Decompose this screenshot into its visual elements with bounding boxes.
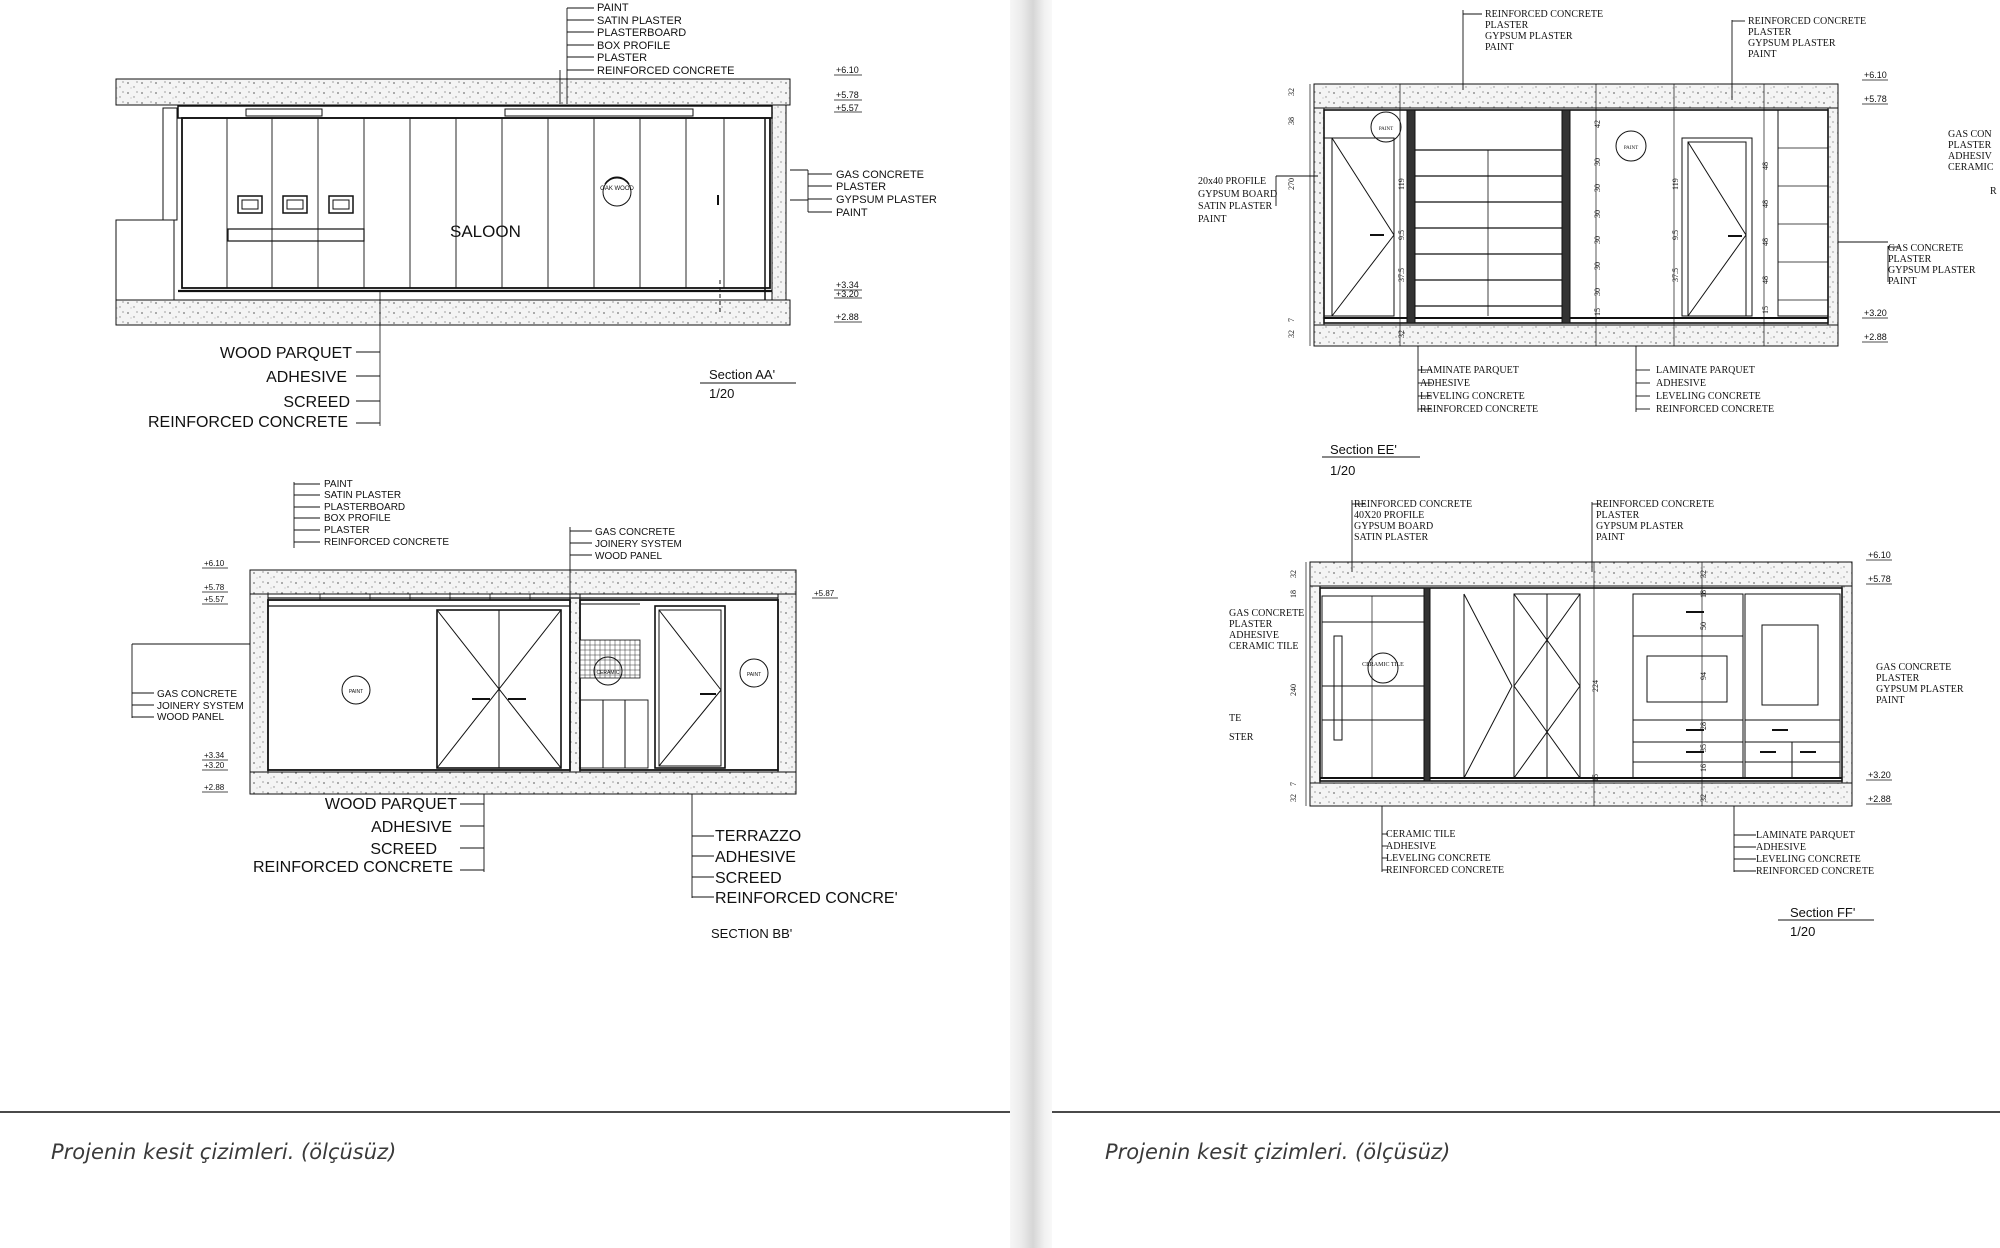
- ee-left-note: SATIN PLASTER: [1198, 201, 1273, 212]
- ff-ceramic-tag: [1368, 653, 1398, 683]
- ee-wall-right: PLASTER: [1888, 254, 1932, 265]
- ff-wall-right: GYPSUM PLASTER: [1876, 684, 1964, 695]
- ff-ceiling-left: REINFORCED CONCRETE: [1354, 499, 1473, 510]
- ff-ceiling-right: PLASTER: [1596, 510, 1640, 521]
- ee-dim: 48: [1761, 276, 1770, 284]
- ff-floor-left: CERAMIC TILE: [1386, 829, 1456, 840]
- aa-wall-layer: PLASTER: [836, 181, 887, 193]
- ee-dim: 32: [1287, 330, 1296, 338]
- aa-ceiling-layer: SATIN PLASTER: [597, 15, 682, 27]
- bb-single-door: [655, 606, 725, 768]
- ee-dim: 32: [1287, 88, 1296, 96]
- bb-tag-text: CERAMIC: [596, 670, 620, 676]
- ee-dim: 30: [1593, 210, 1602, 218]
- bb-tag-text: PAINT: [746, 672, 762, 678]
- bb-room-left: [268, 600, 570, 770]
- ee-edge-note: PLASTER: [1948, 140, 1992, 151]
- aa-level: +5.78: [836, 90, 859, 100]
- ee-dim: 48: [1761, 162, 1770, 170]
- ee-left-note: GYPSUM BOARD: [1198, 189, 1278, 200]
- ff-dim: 18: [1289, 590, 1298, 598]
- ee-dim: 30: [1593, 184, 1602, 192]
- aa-ceiling-layer: PLASTER: [597, 52, 648, 64]
- ff-dim: 7: [1289, 782, 1298, 786]
- ee-column-right: [1562, 110, 1570, 323]
- ff-dim: 28: [1699, 722, 1708, 730]
- bb-partition-layer: GAS CONCRETE: [595, 527, 676, 538]
- aa-wall-layer: PAINT: [836, 207, 868, 219]
- aa-wall-panels: [227, 118, 724, 288]
- ff-floor-right: LAMINATE PARQUET: [1756, 830, 1855, 841]
- ee-floor-left: LAMINATE PARQUET: [1420, 365, 1519, 376]
- ff-floor-right: ADHESIVE: [1756, 842, 1806, 853]
- ee-ceiling-right: GYPSUM PLASTER: [1748, 38, 1836, 49]
- section-ff-drawing: [1306, 562, 1852, 806]
- bb-floor-layer: ADHESIVE: [371, 819, 452, 836]
- bb-level: +3.20: [204, 761, 225, 770]
- ff-dim: 35: [1699, 744, 1708, 752]
- left-caption: Projenin kesit çizimleri. (ölçüsüz): [51, 1140, 397, 1164]
- aa-ceiling-layer: PAINT: [597, 2, 629, 14]
- ee-ceiling-right: PLASTER: [1748, 27, 1792, 38]
- ee-dim: 9.5: [1671, 230, 1680, 240]
- aa-floor-layer: SCREED: [283, 394, 350, 411]
- ee-floor-right: LEVELING CONCRETE: [1656, 391, 1761, 402]
- aa-left-jamb: [163, 108, 177, 220]
- ff-dim: 224: [1591, 680, 1600, 692]
- ee-cabinet: [1778, 110, 1828, 316]
- ee-floor-left: REINFORCED CONCRETE: [1420, 404, 1539, 415]
- ee-door-left: [1324, 138, 1394, 316]
- aa-oak-wood-tag: [603, 178, 631, 206]
- aa-floor-layer: ADHESIVE: [266, 369, 347, 386]
- aa-tag-text: OAK WOOD: [600, 186, 634, 192]
- aa-level: +3.20: [836, 289, 859, 299]
- ee-left-note: PAINT: [1198, 214, 1227, 225]
- aa-section-title: Section AA': [709, 367, 776, 382]
- ee-shelving: [1415, 150, 1562, 316]
- ee-dim: 119: [1671, 178, 1680, 190]
- aa-floor-layer: WOOD PARQUET: [219, 345, 352, 362]
- bb-wall-layer: WOOD PANEL: [157, 712, 225, 723]
- ff-dim: 32: [1699, 794, 1708, 802]
- bb-level: +5.57: [204, 595, 225, 604]
- ff-dim: 32: [1699, 570, 1708, 578]
- ee-level: +2.88: [1864, 332, 1887, 342]
- aa-left-ledge: [116, 220, 174, 300]
- ff-dim: 94: [1699, 672, 1708, 680]
- ee-ceiling-left: GYPSUM PLASTER: [1485, 31, 1573, 42]
- ff-dim: 15: [1591, 774, 1600, 782]
- aa-section-scale: 1/20: [709, 386, 735, 401]
- ee-wall-right: PAINT: [1888, 276, 1917, 287]
- bb-wall-layer: GAS CONCRETE: [157, 689, 238, 700]
- bb-partition-layer: JOINERY SYSTEM: [595, 539, 682, 550]
- ee-dim: 38: [1287, 117, 1296, 125]
- ee-dim: 37.5: [1671, 268, 1680, 282]
- right-caption: Projenin kesit çizimleri. (ölçüsüz): [1105, 1140, 1451, 1164]
- aa-ceiling-layer: PLASTERBOARD: [597, 27, 687, 39]
- bb-wet-floor-layer: SCREED: [715, 870, 782, 887]
- ff-ceiling-right: PAINT: [1596, 532, 1625, 543]
- bb-floor-layer: SCREED: [370, 841, 437, 858]
- ee-dim: 30: [1593, 288, 1602, 296]
- aa-ceiling-slab: [116, 79, 790, 105]
- ee-left-note: 20x40 PROFILE: [1198, 176, 1267, 187]
- aa-room-outline: [182, 118, 770, 288]
- ee-level: +6.10: [1864, 70, 1887, 80]
- ff-level: +6.10: [1868, 550, 1891, 560]
- bb-level: +5.78: [204, 583, 225, 592]
- ff-wall-right: PLASTER: [1876, 673, 1920, 684]
- ee-dim: 15: [1593, 308, 1602, 316]
- aa-labels: [148, 2, 937, 431]
- ff-floor-left: LEVELING CONCRETE: [1386, 853, 1491, 864]
- ff-level: +3.20: [1868, 770, 1891, 780]
- aa-level: +6.10: [836, 65, 859, 75]
- ee-column-left: [1407, 110, 1415, 323]
- ee-ceiling-slab: [1314, 84, 1838, 108]
- section-ee-drawing: [1310, 84, 1838, 346]
- ff-wall-left: CERAMIC TILE: [1229, 641, 1299, 652]
- ee-edge-note: CERAMIC: [1948, 162, 1994, 173]
- aa-ceiling-layer: REINFORCED CONCRETE: [597, 65, 735, 77]
- bb-level: +5.87: [814, 589, 835, 598]
- ee-floor-right: LAMINATE PARQUET: [1656, 365, 1755, 376]
- ff-wall-left: PLASTER: [1229, 619, 1273, 630]
- bb-wet-floor-layer: TERRAZZO: [715, 828, 802, 845]
- ee-dim: 119: [1397, 178, 1406, 190]
- ff-floor-left: ADHESIVE: [1386, 841, 1436, 852]
- aa-level: +2.88: [836, 312, 859, 322]
- aa-level: +3.34: [836, 280, 859, 290]
- aa-ceiling-layer: BOX PROFILE: [597, 40, 671, 52]
- bb-floor-layer: WOOD PARQUET: [324, 796, 457, 813]
- aa-light-trough-2: [505, 109, 693, 116]
- ee-wall-right: GAS CONCRETE: [1888, 243, 1964, 254]
- bb-floor-layer: REINFORCED CONCRETE: [252, 859, 453, 876]
- aa-room-label: SALOON: [450, 222, 521, 241]
- ee-ceiling-right: PAINT: [1748, 49, 1777, 60]
- ff-shower: [1322, 596, 1424, 778]
- ee-tag-text: PAINT: [1378, 127, 1394, 132]
- bb-tag-text: PAINT: [348, 689, 364, 695]
- bb-ceiling-layer: PLASTERBOARD: [324, 502, 406, 513]
- ee-dim: 9.5: [1397, 230, 1406, 240]
- ff-floor-slab: [1310, 783, 1852, 806]
- ff-ceiling-right: REINFORCED CONCRETE: [1596, 499, 1715, 510]
- ee-dim: 32: [1397, 330, 1406, 338]
- ff-left-fragment: TE: [1229, 713, 1242, 724]
- aa-floor-layer: REINFORCED CONCRETE: [147, 414, 348, 431]
- bb-level: +6.10: [204, 559, 225, 568]
- ee-tag-text: PAINT: [1623, 146, 1639, 151]
- ee-wall-right: GYPSUM PLASTER: [1888, 265, 1976, 276]
- ff-wall-left: GAS CONCRETE: [1229, 608, 1305, 619]
- ee-level: +3.20: [1864, 308, 1887, 318]
- bb-wall-layer: JOINERY SYSTEM: [157, 701, 244, 712]
- ee-dim: 270: [1287, 178, 1296, 190]
- bb-ceiling-slab: [250, 570, 796, 594]
- ee-dim: 30: [1593, 236, 1602, 244]
- bb-floor-slab: [250, 772, 796, 794]
- ff-dim: 32: [1289, 794, 1298, 802]
- ee-ceiling-left: REINFORCED CONCRETE: [1485, 9, 1604, 20]
- ee-dim: 7: [1287, 318, 1296, 322]
- ff-dim: 240: [1289, 684, 1298, 696]
- left-footer-rule: [0, 1111, 1010, 1113]
- ee-edge-note: GAS CON: [1948, 129, 1992, 140]
- ff-wall-right: PAINT: [1876, 695, 1905, 706]
- ff-floor-right: REINFORCED CONCRETE: [1756, 866, 1875, 877]
- ee-dimension-lines: [1310, 84, 1764, 346]
- ee-section-scale: 1/20: [1330, 463, 1356, 478]
- right-footer-rule: [1052, 1111, 2000, 1113]
- ff-dim: 32: [1289, 570, 1298, 578]
- bb-partition-layer: WOOD PANEL: [595, 551, 663, 562]
- ee-edge-note: ADHESIV: [1948, 151, 1992, 162]
- ff-tag-text: CERAMIC TILE: [1362, 662, 1404, 668]
- ee-ceiling-left: PLASTER: [1485, 20, 1529, 31]
- ee-floor-right: ADHESIVE: [1656, 378, 1706, 389]
- aa-floor-slab: [116, 300, 790, 325]
- ee-dim: 48: [1761, 200, 1770, 208]
- ff-left-fragment: STER: [1229, 732, 1254, 743]
- aa-wall-layer: GYPSUM PLASTER: [836, 194, 937, 206]
- ff-wall-left: ADHESIVE: [1229, 630, 1279, 641]
- ff-level: +2.88: [1868, 794, 1891, 804]
- ff-dimension-lines: [1306, 562, 1702, 806]
- ee-dim: 30: [1593, 158, 1602, 166]
- ff-section-title: Section FF': [1790, 905, 1856, 920]
- section-aa-drawing: [116, 79, 790, 426]
- aa-right-wall: [772, 105, 786, 300]
- ee-floor-slab: [1314, 325, 1838, 346]
- bb-left-wall: [250, 594, 268, 772]
- ee-floor-left: ADHESIVE: [1420, 378, 1470, 389]
- bb-wet-floor-layer: REINFORCED CONCRE': [715, 890, 898, 907]
- bb-ceiling-layer: SATIN PLASTER: [324, 490, 402, 501]
- ee-ceiling-left: PAINT: [1485, 42, 1514, 53]
- bb-ceiling-layer: PAINT: [324, 479, 353, 490]
- ee-floor-right: REINFORCED CONCRETE: [1656, 404, 1775, 415]
- aa-wall-units: [228, 196, 364, 241]
- ee-level: +5.78: [1864, 94, 1887, 104]
- ff-dim: 16: [1699, 764, 1708, 772]
- bb-ceiling-layer: REINFORCED CONCRETE: [324, 537, 450, 548]
- ff-dim: 18: [1699, 590, 1708, 598]
- bb-level: +3.34: [204, 751, 225, 760]
- aa-level: +5.57: [836, 103, 859, 113]
- ff-dim: 50: [1699, 622, 1708, 630]
- ee-dim: 30: [1593, 262, 1602, 270]
- ee-edge-mark: R: [1990, 186, 1997, 197]
- ff-section-scale: 1/20: [1790, 924, 1816, 939]
- ee-section-title: Section EE': [1330, 442, 1397, 457]
- aa-wall-layer: GAS CONCRETE: [836, 169, 925, 181]
- bb-ceiling-layer: BOX PROFILE: [324, 513, 391, 524]
- aa-light-trough-1: [246, 109, 322, 116]
- ee-dim: 37.5: [1397, 268, 1406, 282]
- ff-ceiling-left: GYPSUM BOARD: [1354, 521, 1434, 532]
- ff-ceiling-slab: [1310, 562, 1852, 586]
- ff-level: +5.78: [1868, 574, 1891, 584]
- ff-floor-left: REINFORCED CONCRETE: [1386, 865, 1505, 876]
- bb-section-title: SECTION BB': [711, 926, 793, 941]
- ff-floor-right: LEVELING CONCRETE: [1756, 854, 1861, 865]
- section-bb-drawing: [250, 570, 796, 794]
- ff-ceiling-left: 40X20 PROFILE: [1354, 510, 1425, 521]
- bb-ceiling-layer: PLASTER: [324, 525, 370, 536]
- bb-level: +2.88: [204, 783, 225, 792]
- right-page: [1052, 0, 2000, 1248]
- bb-partition: [570, 594, 580, 772]
- ee-dim: 42: [1593, 120, 1602, 128]
- ff-wall-right: GAS CONCRETE: [1876, 662, 1952, 673]
- ee-floor-left: LEVELING CONCRETE: [1420, 391, 1525, 402]
- ff-ceiling-right: GYPSUM PLASTER: [1596, 521, 1684, 532]
- ff-ceiling-left: SATIN PLASTER: [1354, 532, 1429, 543]
- bb-right-wall: [778, 594, 796, 772]
- right-page-drawings: [1052, 0, 2000, 1248]
- ee-ceiling-right: REINFORCED CONCRETE: [1748, 16, 1867, 27]
- ee-dim: 15: [1761, 306, 1770, 314]
- ee-dim: 48: [1761, 238, 1770, 246]
- bb-wet-floor-layer: ADHESIVE: [715, 849, 796, 866]
